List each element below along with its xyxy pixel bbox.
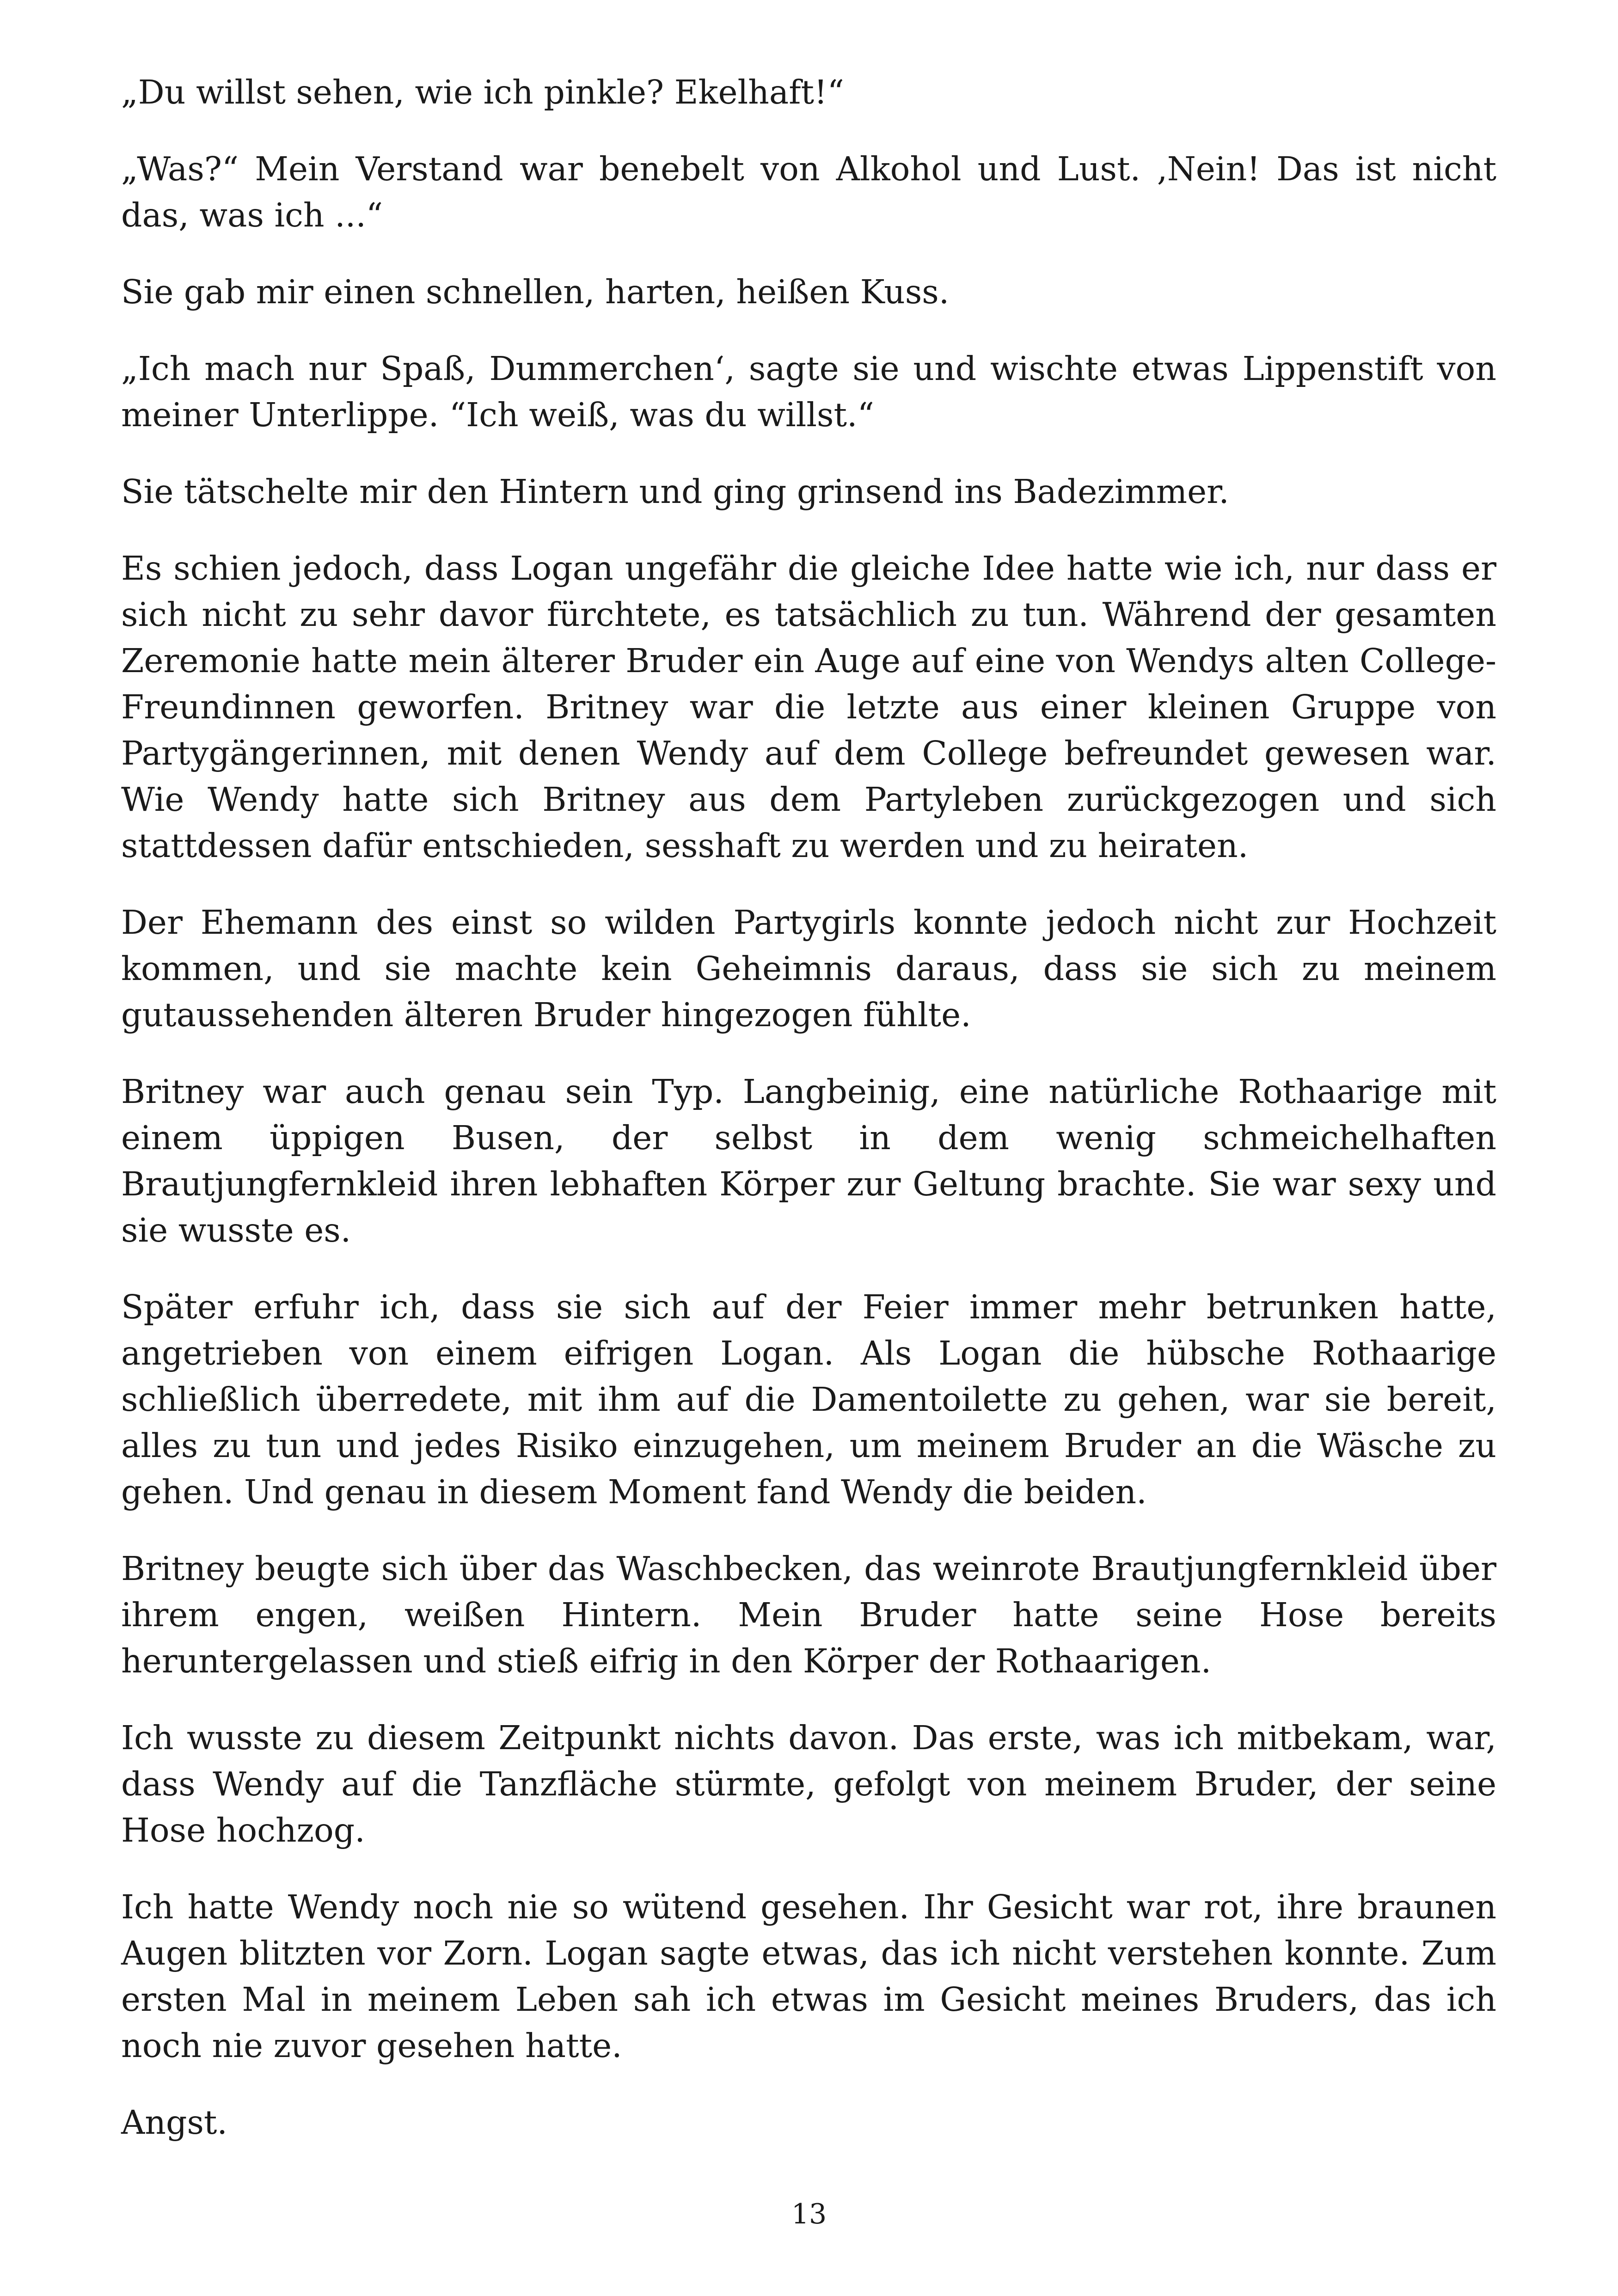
paragraph: Britney war auch genau sein Typ. Langbeinig, eine natürliche Rothaarige mit einem üppigen Busen, der selbst in dem wenig schmeichelhaften Brautjungfernkleid ihren lebhaften Körper zur Geltung brachte. Sie war sexy und sie wusste es. [121, 1072, 1496, 1249]
paragraph: Ich hatte Wendy noch nie so wütend gesehen. Ihr Gesicht war rot, ihre braunen Augen blitzten vor Zorn. Logan sagte etwas, das ich nicht verstehen konnte. Zum ersten Mal in meinem Leben sah ich etwas im Gesicht meines Bruders, das ich noch nie zuvor gesehen hatte. [121, 1888, 1496, 2065]
paragraph: Sie tätschelte mir den Hintern und ging grinsend ins Badezimmer. [121, 472, 1229, 511]
paragraph: „Ich mach nur Spaß, Dummerchen‘, sagte sie und wischte etwas Lippenstift von meiner Unterlippe. “Ich weiß, was du willst.“ [121, 349, 1496, 434]
paragraph: Britney beugte sich über das Waschbecken, das weinrote Brautjungfernkleid über ihrem engen, weißen Hintern. Mein Bruder hatte seine Hose bereits heruntergelassen und stieß eifrig in den Körper der Rothaarigen. [121, 1549, 1496, 1680]
paragraph: „Du willst sehen, wie ich pinkle? Ekelhaft!“ [121, 73, 844, 111]
paragraph: Angst. [121, 2103, 227, 2142]
paragraph: Der Ehemann des einst so wilden Partygirls konnte jedoch nicht zur Hochzeit kommen, und sie machte kein Geheimnis daraus, dass sie sich zu meinem gutaussehenden älteren Bruder hingezogen fühlte. [121, 903, 1496, 1034]
paragraph: „Was?“ Mein Verstand war benebelt von Alkohol und Lust. ‚Nein! Das ist nicht das, was ich ...“ [121, 150, 1496, 234]
paragraph: Sie gab mir einen schnellen, harten, heißen Kuss. [121, 273, 950, 311]
page-number: 13 [791, 2198, 827, 2230]
paragraph: Es schien jedoch, dass Logan ungefähr die gleiche Idee hatte wie ich, nur dass er sich nicht zu sehr davor fürchtete, es tatsächlich zu tun. Während der gesamten Zeremonie hatte mein älterer Bruder ein Auge auf eine von Wendys alten College-Freundinnen geworfen. Britney war die letzte aus einer kleinen Gruppe von Partygängerinnen, mit denen Wendy auf dem College befreundet gewesen war. Wie Wendy hatte sich Britney aus dem Partyleben zurückgezogen und sich stattdessen dafür entschieden, sesshaft zu werden und zu heiraten. [121, 549, 1496, 865]
paragraph: Später erfuhr ich, dass sie sich auf der Feier immer mehr betrunken hatte, angetrieben von einem eifrigen Logan. Als Logan die hübsche Rothaarige schließlich überredete, mit ihm auf die Damentoilette zu gehen, war sie bereit, alles zu tun und jedes Risiko einzugehen, um meinem Bruder an die Wäsche zu gehen. Und genau in diesem Moment fand Wendy die beiden. [121, 1288, 1496, 1511]
paragraph: Ich wusste zu diesem Zeitpunkt nichts davon. Das erste, was ich mitbekam, war, dass Wendy auf die Tanzfläche stürmte, gefolgt von meinem Bruder, der seine Hose hochzog. [121, 1719, 1496, 1849]
body-text [121, 69, 1496, 2146]
